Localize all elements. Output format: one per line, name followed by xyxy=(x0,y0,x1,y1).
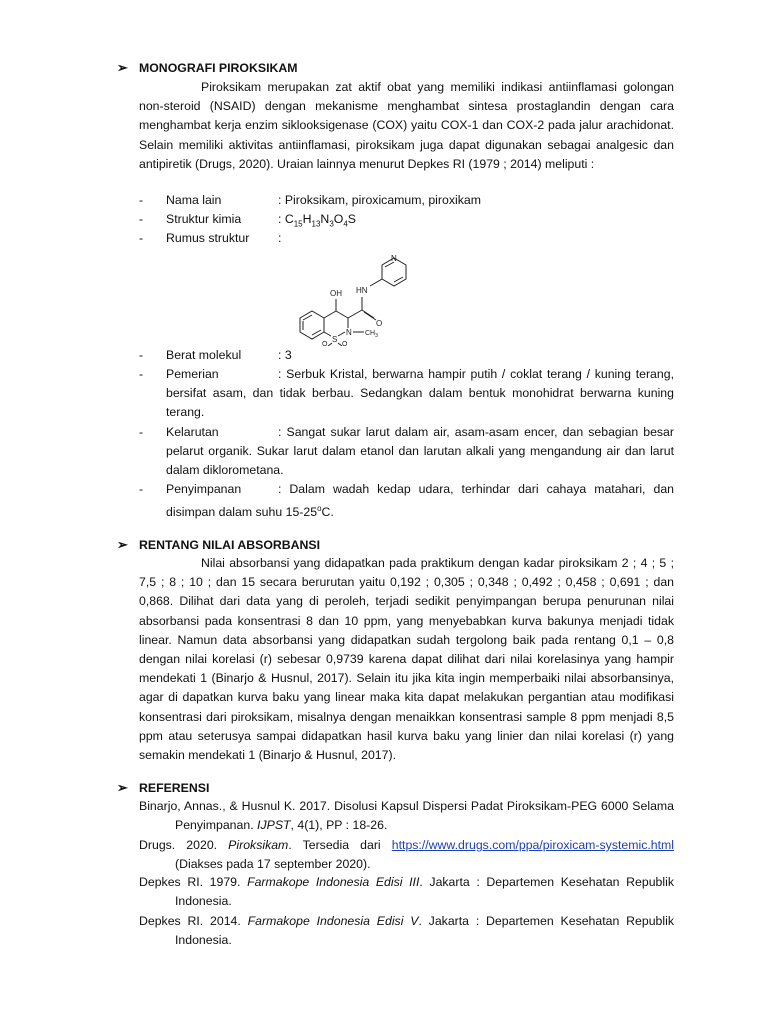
list-item-nama-lain: - Nama lain : Piroksikam, piroxicamum, piroxikam xyxy=(139,193,481,207)
reference-item-depkes-2014: Depkes RI. 2014. Farmakope Indonesia Edisi V. Jakarta : Departemen Kesehatan Republik Indonesia. xyxy=(139,914,674,948)
molecule-label-ch3: $CH_3$ xyxy=(365,330,378,339)
reference-item-drugs: Drugs. 2020. Piroksikam. Tersedia dari https://www.drugs.com/ppa/piroxicam-systemic.html (Diakses pada 17 september 2020). xyxy=(139,838,674,872)
list-item-penyimpanan: - Penyimpanan : Dalam wadah kedap udara, terhindar dari cahaya matahari, dan disimpan dalam suhu 15-25$^o$C. xyxy=(139,482,674,520)
list-item-rumus-struktur: - Rumus struktur : xyxy=(139,231,282,246)
piroxicam-structure-diagram xyxy=(290,246,440,346)
molecule-label-o1: O xyxy=(322,341,328,346)
reference-link[interactable]: https://www.drugs.com/ppa/piroxicam-systemic.html xyxy=(391,838,674,852)
arrow-bullet-icon: ➢ xyxy=(117,780,128,795)
monografi-list-cont xyxy=(139,346,674,365)
section-heading-monografi: ➢ MONOGRAFI PIROKSIKAM xyxy=(117,60,298,75)
molecule-label-s: S xyxy=(332,335,338,344)
section-heading-referensi: ➢ REFERENSI xyxy=(117,780,210,795)
arrow-bullet-icon: ➢ xyxy=(117,537,128,552)
list-item-pemerian: - Pemerian : Serbuk Kristal, berwarna hampir putih / coklat terang / kuning terang, bersifat asam, dan tidak berbau. Sedangkan dalam bentuk monohidrat berwarna kuning terang. xyxy=(139,367,674,420)
monografi-list xyxy=(139,191,674,249)
molecule-label-oh: OH xyxy=(330,289,342,298)
rentang-paragraph: Nilai absorbansi yang didapatkan pada praktikum dengan kadar piroksikam 2 ; 4 ; 5 ; 7,5 ; 8 ; 10 ; dan 15 secara berurutan yaitu 0,192 ; 0,305 ; 0,348 ; 0,492 ; 0,458 ; 0,691 ; dan 0,868. Dilihat dari data yang di peroleh, terjadi sedikit penyimpangan berupa penurunan nilai absorbansi pada konsentrasi 8 dan 10 ppm, yang menyebabkan kurva bakunya menjadi tidak linear. Namun data absorbansi yang didapatkan sudah tergolong baik pada rentang 0,1 – 0,8 dengan nilai korelasi (r) sebesar 0,9739 karena dapat dilihat dari nilai korelasinya yang hampir mendekati 1 (Binarjo & Husnul, 2017). Selain itu jika kita ingin memperbaiki nilai absorbansinya, agar di dapatkan kurva baku yang linear maka kita dapat melakukan pergantian atau modifikasi konsentrasi dari piroksikam, misalnya dengan menaikkan konsentrasi sample 8 ppm menjadi 8,5 ppm atau seterusya sampai didapatkan hasil kurva baku yang linier dan nilai korelasi (r) yang semakin mendekati 1 (Binarjo & Husnul, 2017). xyxy=(139,556,674,763)
arrow-bullet-icon: ➢ xyxy=(117,60,128,75)
section-heading-rentang: ➢ RENTANG NILAI ABSORBANSI xyxy=(117,537,321,552)
chemical-formula: : $C_{15}H_{13}N_3O_4S$ xyxy=(278,212,356,229)
list-item-berat-molekul: - Berat molekul : 3 xyxy=(139,348,292,362)
molecule-label-o2: O xyxy=(342,341,348,346)
molecule-label-n-pyridine: N xyxy=(391,254,397,263)
list-item-struktur-kimia: - Struktur kimia : $C_{15}H_{13}N_3O_4S$ xyxy=(139,210,674,229)
molecule-label-hn: HN xyxy=(356,286,368,295)
molecule-label-o-amide: O xyxy=(376,319,383,328)
list-item-kelarutan: - Kelarutan : Sangat sukar larut dalam air, asam-asam encer, dan sebagian besar pelarut organik. Sukar larut dalam etanol dan larutan alkali yang mengandung air dan larut dalam diklorometana. xyxy=(139,425,674,478)
molecule-label-n-ring: N xyxy=(346,328,352,337)
monografi-paragraph: Piroksikam merupakan zat aktif obat yang memiliki indikasi antiinflamasi golongan non-steroid (NSAID) dengan mekanisme menghambat sintesa prostaglandin dengan cara menghambat kerja enzim siklooksigenase (COX) yaitu COX-1 dan COX-2 pada jalur arachidonat. Selain memiliki aktivitas antiinflamasi, piroksikam juga dapat digunakan sebagai analgesic dan antipiretik (Drugs, 2020). Uraian lainnya menurut Depkes RI (1979 ; 2014) meliputi : xyxy=(139,80,674,171)
reference-item-binarjo: Binarjo, Annas., & Husnul K. 2017. Disolusi Kapsul Dispersi Padat Piroksikam-PEG 6000 Selama Penyimpanan. IJPST, 4(1), PP : 18-26. xyxy=(139,799,674,833)
reference-item-depkes-1979: Depkes RI. 1979. Farmakope Indonesia Edisi III. Jakarta : Departemen Kesehatan Republik Indonesia. xyxy=(139,875,674,909)
